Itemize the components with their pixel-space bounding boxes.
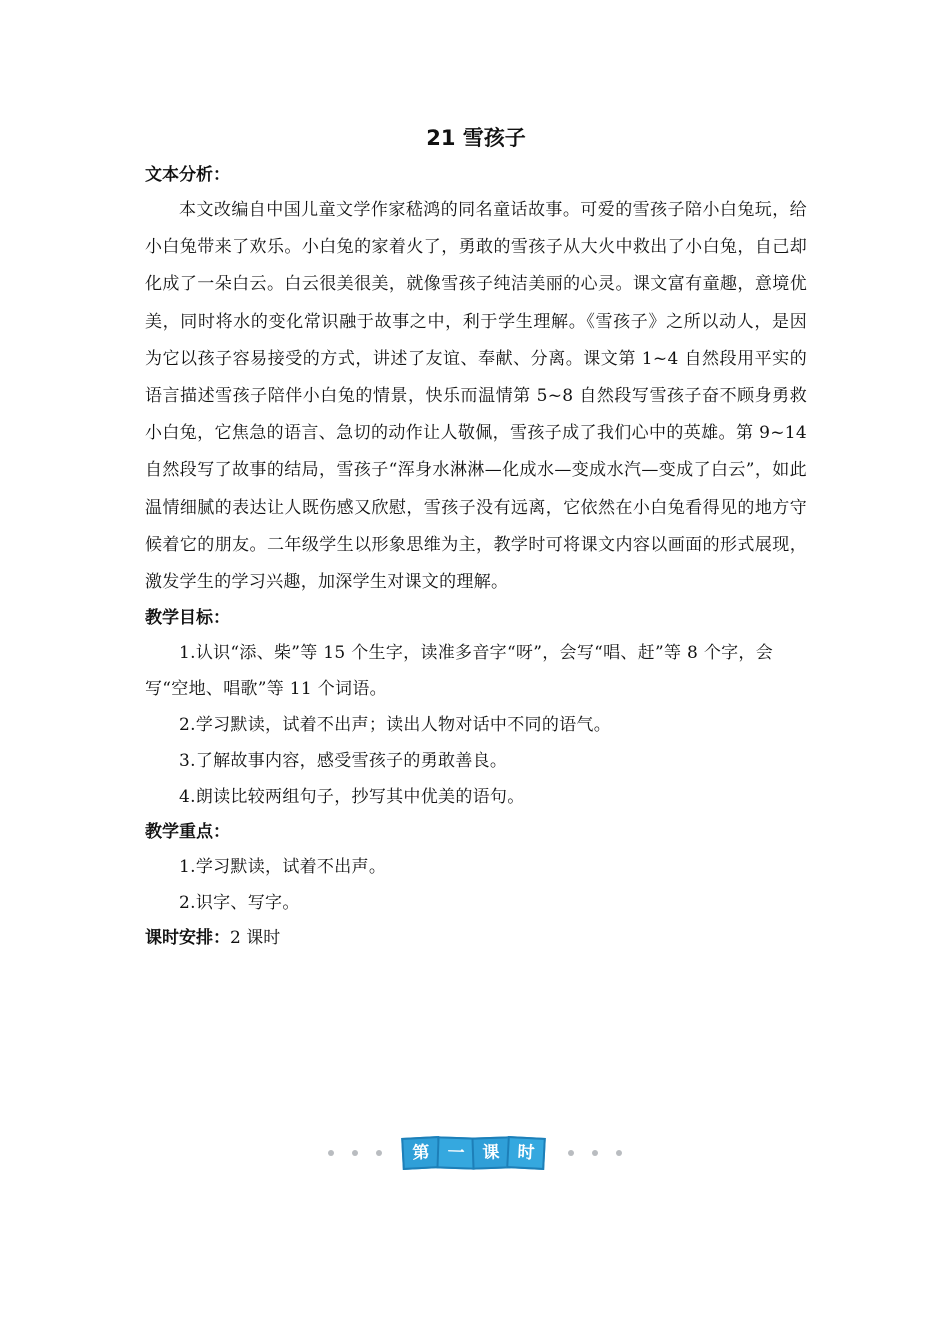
decor-dot [352,1150,358,1156]
decor-dot [592,1150,598,1156]
lesson-banner [0,1138,950,1168]
goal-item-2: 2.学习默读，试着不出声；读出人物对话中不同的语气。 [179,715,612,736]
badge-char: 时 [506,1136,546,1170]
schedule-value: 2 课时 [230,928,281,949]
first-lesson-badge [405,1138,545,1168]
lesson-title: 21 雪孩子 [426,126,526,150]
schedule-line [145,921,807,955]
decor-dot [376,1150,382,1156]
goal-item-3: 3.了解故事内容，感受雪孩子的勇敢善良。 [179,751,508,772]
decor-dot [568,1150,574,1156]
keypoint-item-1: 1.学习默读，试着不出声。 [179,857,387,878]
badge-char: 一 [436,1136,475,1169]
decor-dot [616,1150,622,1156]
keypoints-heading: 教学重点： [145,822,230,843]
lesson-plan-page [145,118,807,955]
analysis-body: 本文改编自中国儿童文学作家嵇鸿的同名童话故事。可爱的雪孩子陪小白兔玩，给小白兔带来了欢乐。小白兔的家着火了，勇敢的雪孩子从大火中救出了小白兔，自己却化成了一朵白云。白云很美很美，就像雪孩子纯洁美丽的心灵。课文富有童趣，意境优美，同时将水的变化常识融于故事之中，利于学生理解。《雪孩子》之所以动人，是因为它以孩子容易接受的方式，讲述了友谊、奉献、分离。课文第 1~4 自然段用平实的语言描述雪孩子陪伴小白兔的情景，快乐而温情第 5~8 自然段写雪孩子奋不顾身勇救小白兔，它焦急的语言、急切的动作让人敬佩，雪孩子成了我们心中的英雄。第 9~14 自然段写了故事的结局，雪孩子“浑身水淋淋—化成水—变成水汽—变成了白云”，如此温情细腻的表达让人既伤感又欣慰，雪孩子没有远离，它依然在小白兔看得见的地方守候着它的朋友。二年级学生以形象思维为主，教学时可将课文内容以画面的形式展现，激发学生的学习兴趣，加深学生对课文的理解。 [145,200,807,593]
decor-dot [328,1150,334,1156]
analysis-heading: 文本分析： [145,165,230,185]
badge-char: 第 [401,1136,441,1170]
goals-heading: 教学目标： [145,608,230,629]
schedule-label: 课时安排： [145,928,230,949]
keypoint-item-2: 2.识字、写字。 [179,893,300,914]
badge-char: 课 [471,1136,510,1169]
goal-item-1: 1.认识“添、柴”等 15 个生字，读准多音字“呀”，会写“唱、赶”等 8 个字，会写“空地、唱歌”等 11 个词语。 [145,643,774,700]
goal-item-4: 4.朗读比较两组句子，抄写其中优美的语句。 [179,787,525,808]
